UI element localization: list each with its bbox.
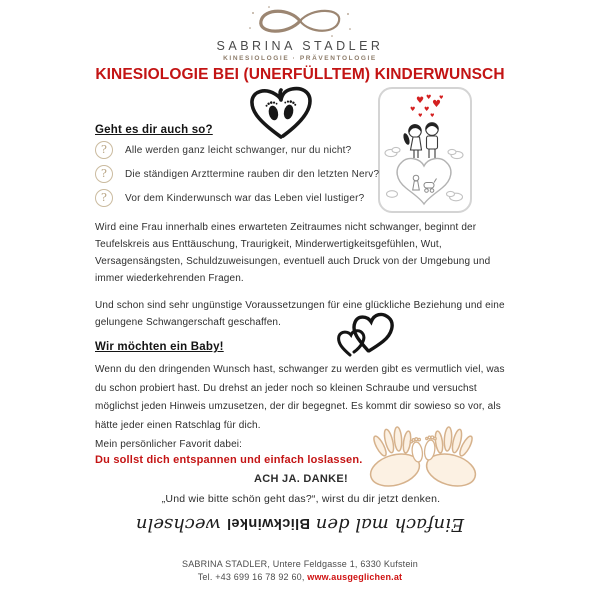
- question-text: Vor dem Kinderwunsch war das Leben viel lustiger?: [125, 192, 365, 204]
- question-text: Die ständigen Arzttermine rauben dir den letzten Nerv?: [125, 168, 380, 180]
- favorit-line: Mein persönlicher Favorit dabei:: [95, 439, 243, 450]
- svg-text:♥: ♥: [439, 95, 444, 101]
- header: [0, 4, 600, 62]
- question-circle-icon: ?: [95, 189, 113, 207]
- hearts-cluster: [410, 94, 444, 119]
- paragraph-wunsch: Wenn du den dringenden Wunsch hast, schwanger zu werden gibt es vermutlich viel, was du schon probiert hast. Du drehst an jeder noch so kleinen Schraube und versuchst möglichst jeden Hinweis umzusetzen, der dir begegnet. Es kommt dir sowieso so vor, als hätte jeder einen Ratschlag für dich.: [95, 364, 505, 431]
- svg-text:♥: ♥: [418, 113, 423, 119]
- svg-text:♥: ♥: [432, 99, 441, 110]
- quote-line: „Und wie bitte schön geht das?“, wirst du dir jetzt denken.: [161, 493, 441, 505]
- paragraph-teufelskreis: Wird eine Frau innerhalb eines erwarteten Zeitraumes nicht schwanger, beginnt der Teufelskreis aus Enttäuschung, Traurigkeit, Minderwertigkeitsgefühlen, Wut, Versagensängsten, Schuldzuweisungen, eventuell auch Druck von der Umgebung und immer wiederkehrenden Fragen.: [95, 222, 491, 284]
- footer-phone: Tel. +43 699 16 78 92 60,: [197, 572, 308, 582]
- question-row: [95, 141, 507, 159]
- question-circle-icon: ?: [95, 165, 113, 183]
- footer: [0, 558, 600, 584]
- brand-name: SABRINA STADLER: [216, 39, 384, 53]
- website-link[interactable]: www.ausgeglichen.at: [307, 572, 403, 582]
- question-text: Alle werden ganz leicht schwanger, nur du nicht?: [125, 144, 352, 156]
- slogan-part1: Einfach mal den: [310, 514, 465, 535]
- page-title: KINESIOLOGIE BEI (UNERFÜLLTEM) KINDERWUNSCH: [95, 66, 505, 83]
- thanks-line: ACH JA. DANKE!: [253, 473, 349, 485]
- svg-text:♥: ♥: [416, 96, 425, 106]
- section-heading-questions: Geht es dir auch so?: [95, 124, 213, 136]
- brand-tagline: KINESIOLOGIE · PRÄVENTOLOGIE: [223, 55, 377, 62]
- slogan-bold: Blickwinkel: [226, 515, 311, 531]
- paragraph-voraussetzungen: Und schon sind sehr ungünstige Voraussetzungen für eine glückliche Beziehung und eine gelungene Schwangerschaft geschaffen.: [95, 300, 505, 328]
- advice-red-line: Du sollst dich entspannen und einfach loslassen.: [95, 454, 363, 466]
- footer-address: SABRINA STADLER, Untere Feldgasse 1, 6330 Kufstein: [182, 559, 418, 569]
- section-heading-baby: Wir möchten ein Baby!: [95, 341, 224, 353]
- svg-text:♥: ♥: [426, 94, 432, 101]
- question-circle-icon: ?: [95, 141, 113, 159]
- hands-baby-feet-icon: [364, 412, 482, 494]
- svg-text:♥: ♥: [410, 106, 416, 113]
- question-row: [95, 165, 507, 183]
- flipped-slogan: [0, 514, 600, 535]
- svg-text:♥: ♥: [430, 113, 435, 119]
- svg-text:♥: ♥: [424, 106, 430, 113]
- question-row: [95, 189, 507, 207]
- footer-contact: [0, 571, 600, 584]
- infinity-logo-icon: [240, 4, 360, 38]
- slogan-part2: wechseln: [135, 514, 227, 535]
